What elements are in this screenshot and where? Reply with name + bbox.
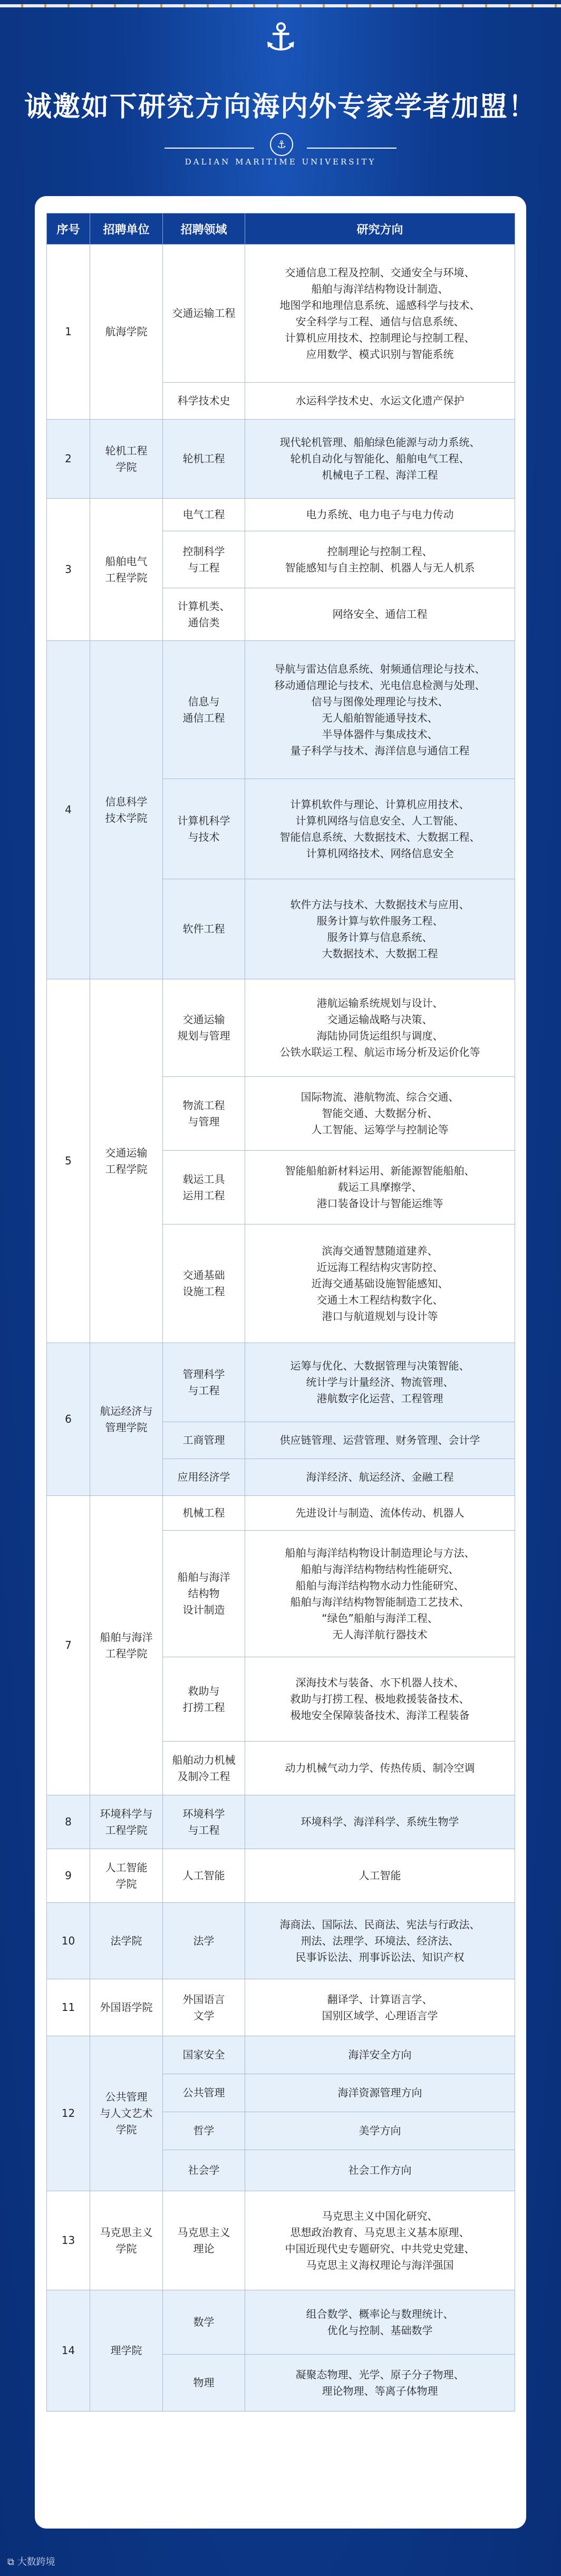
table-row: [47, 2036, 515, 2074]
cell-field: 软件工程: [163, 879, 245, 979]
table-header-row: [47, 213, 515, 245]
cell-research: 深海技术与装备、水下机器人技术、 救助与打捞工程、极地救援装备技术、 极地安全保障装备技术、海洋工程装备: [245, 1657, 515, 1742]
cell-research: 先进设计与制造、流体传动、机器人: [245, 1496, 515, 1531]
table-row: [47, 1795, 515, 1849]
cell-field: 船舶动力机械 及制冷工程: [163, 1742, 245, 1795]
cell-unit: 船舶电气 工程学院: [90, 499, 163, 641]
cell-field: 电气工程: [163, 499, 245, 531]
table-row: [47, 420, 515, 499]
cell-unit: 交通运输 工程学院: [90, 979, 163, 1343]
cell-no: 1: [47, 245, 90, 420]
cell-no: 11: [47, 1979, 90, 2036]
cell-research: 港航运输系统规划与设计、 交通运输战略与决策、 海陆协同货运组织与调度、 公铁水联运工程、航运市场分析及运价化等: [245, 979, 515, 1077]
cell-no: 6: [47, 1343, 90, 1496]
cell-research: 网络安全、通信工程: [245, 588, 515, 641]
cell-unit: 轮机工程 学院: [90, 420, 163, 499]
cell-unit: 理学院: [90, 2290, 163, 2412]
cell-research: 翻译学、计算语言学、 国别区域学、心理语言学: [245, 1979, 515, 2036]
cell-field: 科学技术史: [163, 383, 245, 420]
cell-field: 救助与 打捞工程: [163, 1657, 245, 1742]
cell-research: 运筹与优化、大数据管理与决策智能、 统计学与计量经济、物流管理、 港航数字化运营、工程管理: [245, 1343, 515, 1422]
cell-research: 供应链管理、运营管理、财务管理、会计学: [245, 1422, 515, 1459]
divider-right: [307, 148, 396, 149]
university-logo-row: [149, 127, 412, 169]
table-row: [47, 2290, 515, 2355]
cell-research: 海商法、国际法、民商法、宪法与行政法、 刑法、法理学、环境法、经济法、 民事诉讼法、刑事诉讼法、知识产权: [245, 1903, 515, 1979]
cell-research: 马克思主义中国化研究、 思想政治教育、马克思主义基本原理、 中国近现代史专题研究、中共党史党建、 马克思主义海权理论与海洋强国: [245, 2191, 515, 2290]
cell-research: 环境科学、海洋科学、系统生物学: [245, 1795, 515, 1849]
cell-no: 10: [47, 1903, 90, 1979]
cell-field: 船舶与海洋 结构物 设计制造: [163, 1531, 245, 1657]
watermark-text: 大数跨境: [17, 2556, 55, 2568]
cell-no: 3: [47, 499, 90, 641]
cell-research: 船舶与海洋结构物设计制造理论与方法、 船舶与海洋结构物结构性能研究、 船舶与海洋结构物水动力性能研究、 船舶与海洋结构物智能制造工艺技术、 “绿色”船舶与海洋工程、 无人海洋航行器技术: [245, 1531, 515, 1657]
cell-field: 计算机科学 与技术: [163, 779, 245, 879]
table-body: [47, 245, 515, 2412]
page-title: 诚邀如下研究方向海内外专家学者加盟！: [24, 91, 537, 123]
cell-research: 国际物流、港航物流、综合交通、 智能交通、大数据分析、 人工智能、运筹学与控制论等: [245, 1077, 515, 1151]
cell-research: 海洋安全方向: [245, 2036, 515, 2074]
cell-field: 环境科学 与工程: [163, 1795, 245, 1849]
cell-research: 滨海交通智慧随道建养、 近远海工程结构灾害防控、 近海交通基础设施智能感知、 交通土木工程结构数字化、 港口与航道规划与设计等: [245, 1224, 515, 1343]
cell-unit: 人工智能 学院: [90, 1849, 163, 1903]
cell-field: 物流工程 与管理: [163, 1077, 245, 1151]
table-row: [47, 1496, 515, 1531]
cell-no: 4: [47, 641, 90, 979]
cell-no: 7: [47, 1496, 90, 1795]
cell-field: 计算机类、 通信类: [163, 588, 245, 641]
cell-field: 社会学: [163, 2150, 245, 2191]
cell-unit: 航运经济与 管理学院: [90, 1343, 163, 1496]
cell-field: 控制科学 与工程: [163, 531, 245, 588]
column-header-field: 招聘领域: [163, 213, 245, 245]
cell-field: 交通运输工程: [163, 245, 245, 383]
cell-field: 机械工程: [163, 1496, 245, 1531]
cell-field: 管理科学 与工程: [163, 1343, 245, 1422]
cell-research: 智能船舶新材料运用、新能源智能船舶、 载运工具摩擦学、 港口装备设计与智能运维等: [245, 1151, 515, 1224]
recruitment-table: [46, 213, 515, 2412]
cell-unit: 外国语学院: [90, 1979, 163, 2036]
cell-research: 海洋资源管理方向: [245, 2074, 515, 2112]
cell-research: 交通信息工程及控制、交通安全与环境、 船舶与海洋结构物设计制造、 地图学和地理信息系统、遥感科学与技术、 安全科学与工程、通信与信息系统、 计算机应用技术、控制理论与控制工程、 应用数学、模式识别与智能系统: [245, 245, 515, 383]
cell-research: 海洋经济、航运经济、金融工程: [245, 1459, 515, 1496]
table-row: [47, 1343, 515, 1422]
column-header-research: 研究方向: [245, 213, 515, 245]
cell-research: 水运科学技术史、水运文化遗产保护: [245, 383, 515, 420]
cell-field: 法学: [163, 1903, 245, 1979]
cell-field: 物理: [163, 2355, 245, 2412]
cell-field: 信息与 通信工程: [163, 641, 245, 779]
table-row: [47, 2191, 515, 2290]
table-row: [47, 641, 515, 779]
table-row: [47, 979, 515, 1077]
cell-field: 轮机工程: [163, 420, 245, 499]
cell-research: 组合数学、概率论与数理统计、 优化与控制、基础数学: [245, 2290, 515, 2355]
cell-research: 人工智能: [245, 1849, 515, 1903]
university-emblem-icon: ⚓: [270, 133, 293, 156]
page-footer: [0, 2548, 561, 2576]
cell-no: 5: [47, 979, 90, 1343]
cell-field: 交通运输 规划与管理: [163, 979, 245, 1077]
table-row: [47, 1979, 515, 2036]
cell-research: 控制理论与控制工程、 智能感知与自主控制、机器人与无人机系: [245, 531, 515, 588]
cell-field: 外国语言 文学: [163, 1979, 245, 2036]
cell-research: 电力系统、电力电子与电力传动: [245, 499, 515, 531]
top-stripe: [0, 4, 561, 7]
watermark: [7, 2554, 55, 2568]
cell-field: 应用经济学: [163, 1459, 245, 1496]
cell-field: 工商管理: [163, 1422, 245, 1459]
cell-research: 美学方向: [245, 2112, 515, 2150]
cell-unit: 法学院: [90, 1903, 163, 1979]
cell-research: 计算机软件与理论、计算机应用技术、 计算机网络与信息安全、人工智能、 智能信息系统、大数据技术、大数据工程、 计算机网络技术、网络信息安全: [245, 779, 515, 879]
column-header-no: 序号: [47, 213, 90, 245]
cell-no: 12: [47, 2036, 90, 2191]
table-row: [47, 499, 515, 531]
university-name: DALIAN MARITIME UNIVERSITY: [185, 157, 376, 167]
cell-unit: 公共管理 与人文艺术 学院: [90, 2036, 163, 2191]
cell-field: 国家安全: [163, 2036, 245, 2074]
column-header-unit: 招聘单位: [90, 213, 163, 245]
cell-no: 14: [47, 2290, 90, 2412]
cell-field: 数学: [163, 2290, 245, 2355]
cell-unit: 马克思主义 学院: [90, 2191, 163, 2290]
cell-research: 现代轮机管理、船舶绿色能源与动力系统、 轮机自动化与智能化、船舶电气工程、 机械电子工程、海洋工程: [245, 420, 515, 499]
recruitment-card: [35, 196, 526, 2529]
cell-research: 凝聚态物理、光学、原子分子物理、 理论物理、等离子体物理: [245, 2355, 515, 2412]
cell-field: 哲学: [163, 2112, 245, 2150]
cell-research: 动力机械气动力学、传热传质、制冷空调: [245, 1742, 515, 1795]
cell-field: 载运工具 运用工程: [163, 1151, 245, 1224]
cell-field: 马克思主义 理论: [163, 2191, 245, 2290]
cell-unit: 信息科学 技术学院: [90, 641, 163, 979]
table-row: [47, 1903, 515, 1979]
cell-unit: 船舶与海洋 工程学院: [90, 1496, 163, 1795]
cell-field: 交通基础 设施工程: [163, 1224, 245, 1343]
watermark-logo-icon: ⧉: [7, 2556, 14, 2568]
cell-no: 13: [47, 2191, 90, 2290]
table-row: [47, 245, 515, 383]
cell-no: 9: [47, 1849, 90, 1903]
cell-research: 软件方法与技术、大数据技术与应用、 服务计算与软件服务工程、 服务计算与信息系统、 大数据技术、大数据工程: [245, 879, 515, 979]
page-header: [0, 0, 561, 179]
divider-left: [165, 148, 254, 149]
cell-no: 8: [47, 1795, 90, 1849]
cell-research: 导航与雷达信息系统、射频通信理论与技术、 移动通信理论与技术、光电信息检测与处理、 信号与图像处理理论与技术、 无人船舶智能通导技术、 半导体器件与集成技术、 量子科学与技术、海洋信息与通信工程: [245, 641, 515, 779]
cell-no: 2: [47, 420, 90, 499]
cell-field: 公共管理: [163, 2074, 245, 2112]
cell-field: 人工智能: [163, 1849, 245, 1903]
cell-unit: 环境科学与 工程学院: [90, 1795, 163, 1849]
cell-unit: 航海学院: [90, 245, 163, 420]
table-row: [47, 1849, 515, 1903]
cell-research: 社会工作方向: [245, 2150, 515, 2191]
anchor-icon: ⚓: [264, 15, 298, 59]
